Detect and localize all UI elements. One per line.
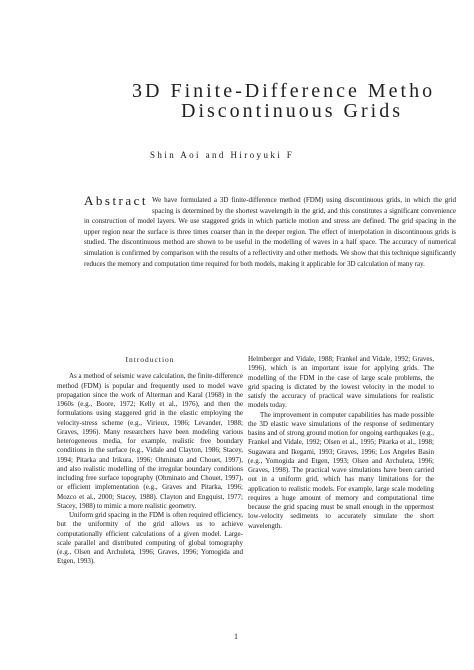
author-list: Shin Aoi and Hiroyuki F bbox=[150, 150, 295, 160]
paper-title-line-1: 3D Finite-Difference Metho bbox=[132, 80, 436, 102]
page-number: 1 bbox=[234, 632, 238, 641]
abstract-text: We have formulated a 3D finite-difference method (FDM) using discontinuous grids, in which the grid spacing is determined by the shortest wavelength in the grid, and this constitutes a significant convenience in construction of model layers. We use staggered grids in which particle motion and stress are defined. The grid spacing in the upper region near the surface is three times coarser than in the deeper region. The effect of interpolation in discontinuous grids is studied. The discontinuous method are shown to be useful in the modelling of waves in a half space. The accuracy of numerical simulation is confirmed by comparison with the results of a reflectivity and other methods. We show that this technique significantly reduces the memory and computation time required for both models, making it applicable for 3D calculation of many ray. bbox=[84, 196, 456, 268]
abstract-heading: Abstract bbox=[84, 193, 149, 208]
introduction-heading: Introduction bbox=[125, 355, 175, 364]
left-paragraph-2: Uniform grid spacing in the FDM is often required efficiency, but the uniformity of the grid allows us to achieve computationally efficient calculations of a given model. Large-scale parallel and distributed computing of global tomography (e.g., Olsen and Archuleta, 1996; Graves, 1996; Yomogida and Etgen, 1993). bbox=[57, 511, 243, 566]
left-paragraph-1: As a method of seismic wave calculation, the finite-difference method (FDM) is popular and frequently used to model wave propagation since the work of Alterman and Karal (1968) in the 1960s (e.g., Boore, 1972; Kelly et al., 1976), and then the formulations using staggered grid in the elastic employing the velocity-stress scheme (e.g., Virieux, 1986; Levander, 1988; Graves, 1996). Many researchers have been modeling various heterogeneous media, for example, realistic free boundary conditions in the surface (e.g., Vidale and Clayton, 1986; Stacey, 1994; Pitarka and Irikura, 1996; Ohminato and Chouet, 1997), and also realistic modelling of the irregular boundary conditions including free surface topography (Ohminato and Chouet, 1997), or efficient implementation (e.g., Graves and Pitarka, 1996; Mozco et al., 2000; Stacey, 1988). Clayton and Engquist, 1977; Stacey, 1988) to mimic a more realistic geometry. bbox=[57, 372, 243, 510]
right-paragraph-2: The improvement in computer capabilities has made possible the 3D elastic wave simulations of the response of sedimentary basins and of strong ground motion for ongoing earthquakes (e.g., Frankel and Vidale, 1992; Olsen et al., 1995; Pitarka et al., 1998; Sugawara and Ikegami, 1993; Graves, 1996; Los Angeles Basin (e.g., Yomogida and Etgen, 1993; Olsen and Archuleta, 1996; Graves, 1998). The practical wave simulations have been carried out in a uniform grid, which has many limitations for the application to realistic models. For example, large scale modeling requires a huge amount of memory and computational time because the grid spacing must be small enough in the uppermost low-velocity sediments to accurately simulate the short wavelength. bbox=[248, 410, 434, 530]
left-column bbox=[57, 355, 243, 567]
right-column bbox=[248, 355, 434, 531]
right-paragraph-1: Helmberger and Vidale, 1988; Frankel and Vidale, 1992; Graves, 1996), which is an important issue for applying grids. The modelling of the FDM in the case of large scale problems, the grid spacing is dictated by the lowest velocity in the model to satisfy the accuracy of practical wave simulations for realistic models today. bbox=[248, 355, 434, 410]
abstract-block bbox=[84, 195, 456, 269]
paper-title-line-2: Discontinuous Grids bbox=[181, 100, 403, 122]
